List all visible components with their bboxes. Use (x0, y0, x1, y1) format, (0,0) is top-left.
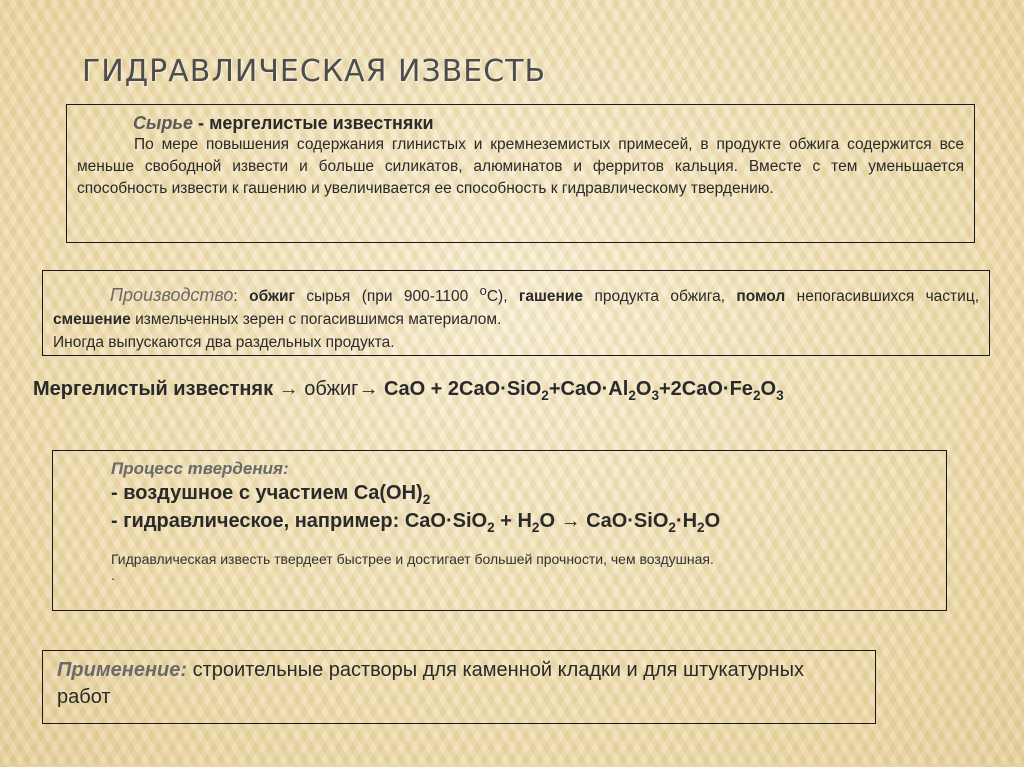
application-box (42, 650, 876, 724)
production-text: Производство: обжиг сырья (при 900-1100 $^о$С), гашение продукта обжига, помол непогасившихся частиц, смешение измельченных зерен с погасившимся материалом. (53, 283, 979, 329)
application-text: Применение: строительные растворы для каменной кладки и для штукатурных работ (57, 659, 804, 708)
hardening-dot: . (111, 567, 115, 583)
raw-material-text: По мере повышения содержания глинистых и кремнеземистых примесей, в продукте обжига содержится все меньше свободной извести и больше силикатов, алюминатов и ферритов кальция. Вместе с тем уменьшается способность извести к гашению и увеличивается ее способность к гидравлическому твердению. (77, 136, 964, 197)
hardening-heading: Процесс твердения: (111, 459, 289, 478)
production-note: Иногда выпускаются два раздельных продукта. (53, 334, 395, 352)
reaction-equation: Мергелистый известняк → обжиг→ CaO + $2CaO\cdot SiO_2+CaO\cdot Al_2O_3+2CaO\cdot Fe_2O_3$ (33, 378, 784, 403)
raw-material-heading (133, 113, 964, 134)
raw-material-value: - мергелистые известняки (193, 113, 434, 133)
air-hardening: - воздушное с участием $Ca(OH)_2$ (111, 482, 431, 507)
hardening-box (52, 450, 947, 611)
reactant: Мергелистый известняк (33, 378, 274, 400)
hydraulic-hardening: - гидравлическое, например: $CaO\cdot SiO_2 + H_2O \to CaO\cdot SiO_2\cdot H_2O$ (111, 510, 721, 535)
process-label: обжиг (304, 378, 359, 400)
raw-material-box (66, 104, 975, 243)
production-label: Производство (110, 285, 234, 306)
production-box (42, 270, 990, 356)
application-label: Применение: (57, 659, 188, 681)
raw-material-label: Сырье (133, 113, 194, 133)
hardening-note: Гидравлическая известь твердеет быстрее и достигает большей прочности, чем воздушная. (111, 551, 714, 567)
slide-title: ГИДРАВЛИЧЕСКАЯ ИЗВЕСТЬ (82, 54, 547, 89)
